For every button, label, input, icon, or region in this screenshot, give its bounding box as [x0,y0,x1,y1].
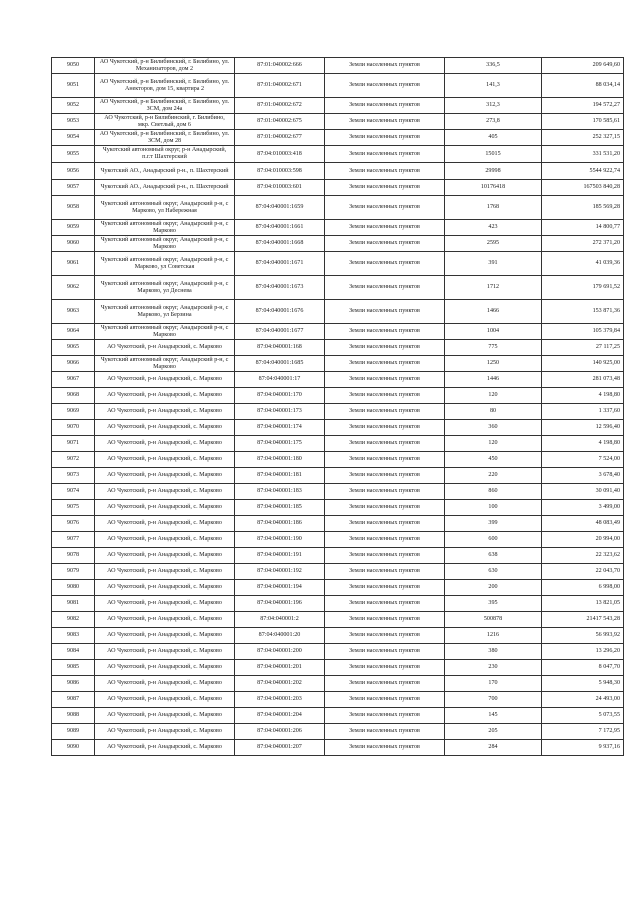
cadastral-value-cell: 5 948,30 [542,676,624,692]
area-cell: 273,8 [445,114,542,130]
address-cell: АО Чукотский, р-н Анадырский, с. Марково [95,468,235,484]
table-row [52,484,624,500]
address-cell: АО Чукотский, р-н Анадырский, с. Марково [95,388,235,404]
cadastral-value-cell: 170 585,61 [542,114,624,130]
cadastral-number-cell: 87:04:040001:202 [235,676,325,692]
address-cell: АО Чукотский, р-н Анадырский, с. Марково [95,580,235,596]
cadastral-value-cell: 7 524,00 [542,452,624,468]
cadastral-value-cell: 14 800,77 [542,220,624,236]
cadastral-value-cell: 41 039,36 [542,252,624,276]
address-cell: АО Чукотский, р-н Анадырский, с. Марково [95,740,235,756]
cadastral-value-cell: 5544 922,74 [542,163,624,180]
row-number: 9074 [52,484,95,500]
address-cell: АО Чукотский, р-н Билибинский, г. Билибино, ул. ЗСМ, дом 28 [95,130,235,146]
land-category-cell: Земли населенных пунктов [325,612,445,628]
cadastral-value-cell: 21417 543,28 [542,612,624,628]
cadastral-number-cell: 87:04:040001:190 [235,532,325,548]
document-page [51,57,624,756]
cadastral-number-cell: 87:01:040002:672 [235,98,325,114]
row-number: 9062 [52,276,95,300]
land-category-cell: Земли населенных пунктов [325,660,445,676]
table-row [52,516,624,532]
table-row [52,644,624,660]
area-cell: 170 [445,676,542,692]
land-category-cell: Земли населенных пунктов [325,236,445,252]
address-cell: АО Чукотский, р-н Анадырский, с. Марково [95,612,235,628]
cadastral-value-cell: 3 678,40 [542,468,624,484]
row-number: 9075 [52,500,95,516]
row-number: 9083 [52,628,95,644]
area-cell: 775 [445,340,542,356]
land-category-cell: Земли населенных пунктов [325,548,445,564]
row-number: 9081 [52,596,95,612]
cadastral-number-cell: 87:04:040001:194 [235,580,325,596]
table-row [52,372,624,388]
area-cell: 638 [445,548,542,564]
area-cell: 312,3 [445,98,542,114]
area-cell: 120 [445,388,542,404]
land-category-cell: Земли населенных пунктов [325,98,445,114]
area-cell: 1768 [445,196,542,220]
address-cell: Чукотский автономный округ, Анадырский р-н, с Марково, ул Набережная [95,196,235,220]
area-cell: 1250 [445,356,542,372]
cadastral-value-cell: 8 047,70 [542,660,624,676]
cadastral-value-cell: 6 998,00 [542,580,624,596]
land-category-cell: Земли населенных пунктов [325,500,445,516]
address-cell: АО Чукотский, р-н Анадырский, с. Марково [95,372,235,388]
address-cell: АО Чукотский, р-н Билибинский, г. Билибино, ул. Механизаторов, дом 2 [95,58,235,74]
row-number: 9059 [52,220,95,236]
row-number: 9080 [52,580,95,596]
area-cell: 500878 [445,612,542,628]
land-category-cell: Земли населенных пунктов [325,676,445,692]
cadastral-value-cell: 48 083,49 [542,516,624,532]
row-number: 9060 [52,236,95,252]
cadastral-value-cell: 331 531,20 [542,146,624,163]
land-category-cell: Земли населенных пунктов [325,388,445,404]
row-number: 9067 [52,372,95,388]
cadastral-value-cell: 194 572,27 [542,98,624,114]
row-number: 9070 [52,420,95,436]
row-number: 9055 [52,146,95,163]
land-category-cell: Земли населенных пунктов [325,252,445,276]
area-cell: 1216 [445,628,542,644]
land-category-cell: Земли населенных пунктов [325,196,445,220]
land-category-cell: Земли населенных пунктов [325,420,445,436]
cadastral-number-cell: 87:04:040001:203 [235,692,325,708]
cadastral-number-cell: 87:04:040001:1676 [235,300,325,324]
cadastral-number-cell: 87:04:040001:200 [235,644,325,660]
address-cell: АО Чукотский, р-н Билибинский, г. Билибино, мкр. Светлый, дом 6 [95,114,235,130]
table-row [52,580,624,596]
cadastral-number-cell: 87:04:040001:191 [235,548,325,564]
row-number: 9066 [52,356,95,372]
cadastral-number-cell: 87:04:040001:192 [235,564,325,580]
land-category-cell: Земли населенных пунктов [325,300,445,324]
land-category-cell: Земли населенных пунктов [325,276,445,300]
area-cell: 336,5 [445,58,542,74]
table-row [52,98,624,114]
cadastral-number-cell: 87:04:040001:20 [235,628,325,644]
table-row [52,612,624,628]
row-number: 9065 [52,340,95,356]
land-category-cell: Земли населенных пунктов [325,74,445,98]
area-cell: 145 [445,708,542,724]
land-category-cell: Земли населенных пунктов [325,220,445,236]
table-row [52,58,624,74]
land-category-cell: Земли населенных пунктов [325,163,445,180]
land-category-cell: Земли населенных пунктов [325,180,445,196]
row-number: 9056 [52,163,95,180]
table-row [52,420,624,436]
table-row [52,596,624,612]
table-row [52,676,624,692]
address-cell: Чукотский автономный округ, Анадырский р-н, с Марково, ул Берзина [95,300,235,324]
table-row [52,708,624,724]
row-number: 9076 [52,516,95,532]
table-row [52,500,624,516]
address-cell: Чукотский автономный округ, Анадырский р-н, с Марково [95,324,235,340]
address-cell: АО Чукотский, р-н Анадырский, с. Марково [95,516,235,532]
row-number: 9082 [52,612,95,628]
address-cell: АО Чукотский, р-н Анадырский, с. Марково [95,628,235,644]
cadastral-number-cell: 87:01:040002:666 [235,58,325,74]
row-number: 9068 [52,388,95,404]
area-cell: 700 [445,692,542,708]
cadastral-value-cell: 56 993,92 [542,628,624,644]
table-row [52,74,624,98]
cadastral-value-cell: 20 994,00 [542,532,624,548]
row-number: 9088 [52,708,95,724]
area-cell: 141,3 [445,74,542,98]
cadastral-number-cell: 87:04:040001:207 [235,740,325,756]
land-category-cell: Земли населенных пунктов [325,404,445,420]
area-cell: 600 [445,532,542,548]
address-cell: Чукотский автономный округ, Анадырский р-н, с Марково [95,356,235,372]
cadastral-number-cell: 87:04:040001:1677 [235,324,325,340]
row-number: 9063 [52,300,95,324]
cadastral-value-cell: 252 327,15 [542,130,624,146]
table-row [52,236,624,252]
table-row [52,220,624,236]
address-cell: АО Чукотский, р-н Анадырский, с. Марково [95,708,235,724]
cadastral-value-cell: 22 323,62 [542,548,624,564]
land-category-cell: Земли населенных пунктов [325,644,445,660]
area-cell: 450 [445,452,542,468]
land-category-cell: Земли населенных пунктов [325,340,445,356]
address-cell: Чукотский автономный округ, р-н Анадырский, п.г.т Шахтерский [95,146,235,163]
row-number: 9086 [52,676,95,692]
address-cell: АО Чукотский, р-н Анадырский, с. Марково [95,484,235,500]
address-cell: АО Чукотский, р-н Анадырский, с. Марково [95,676,235,692]
land-category-cell: Земли населенных пунктов [325,564,445,580]
table-row [52,300,624,324]
land-category-cell: Земли населенных пунктов [325,740,445,756]
address-cell: АО Чукотский, р-н Анадырский, с. Марково [95,548,235,564]
land-category-cell: Земли населенных пунктов [325,372,445,388]
row-number: 9072 [52,452,95,468]
cadastral-value-cell: 209 649,60 [542,58,624,74]
table-row [52,452,624,468]
area-cell: 230 [445,660,542,676]
cadastral-number-cell: 87:04:040001:173 [235,404,325,420]
cadastral-number-cell: 87:04:040001:1661 [235,220,325,236]
area-cell: 1712 [445,276,542,300]
area-cell: 15015 [445,146,542,163]
row-number: 9051 [52,74,95,98]
cadastral-number-cell: 87:04:040001:1668 [235,236,325,252]
land-category-cell: Земли населенных пунктов [325,484,445,500]
cadastral-value-cell: 22 043,70 [542,564,624,580]
table-row [52,180,624,196]
row-number: 9052 [52,98,95,114]
address-cell: АО Чукотский, р-н Анадырский, с. Марково [95,340,235,356]
table-row [52,356,624,372]
cadastral-number-cell: 87:01:040002:675 [235,114,325,130]
cadastral-number-cell: 87:04:040001:181 [235,468,325,484]
cadastral-number-cell: 87:04:040001:174 [235,420,325,436]
row-number: 9069 [52,404,95,420]
cadastral-value-cell: 167503 840,28 [542,180,624,196]
cadastral-value-cell: 4 198,80 [542,436,624,452]
address-cell: Чукотский автономный округ, Анадырский р-н, с Марково, ул Деснева [95,276,235,300]
cadastral-number-cell: 87:04:040001:204 [235,708,325,724]
area-cell: 860 [445,484,542,500]
row-number: 9087 [52,692,95,708]
cadastral-number-cell: 87:04:040001:175 [235,436,325,452]
area-cell: 630 [445,564,542,580]
address-cell: АО Чукотский, р-н Анадырский, с. Марково [95,644,235,660]
land-category-cell: Земли населенных пунктов [325,580,445,596]
cadastral-value-cell: 4 198,80 [542,388,624,404]
area-cell: 1446 [445,372,542,388]
land-category-cell: Земли населенных пунктов [325,468,445,484]
table-row [52,724,624,740]
area-cell: 10176418 [445,180,542,196]
cadastral-value-cell: 105 379,84 [542,324,624,340]
land-category-cell: Земли населенных пунктов [325,724,445,740]
cadastral-number-cell: 87:04:040001:183 [235,484,325,500]
table-row [52,163,624,180]
address-cell: АО Чукотский, р-н Анадырский, с. Марково [95,420,235,436]
cadastral-number-cell: 87:04:040001:180 [235,452,325,468]
address-cell: АО Чукотский, р-н Анадырский, с. Марково [95,452,235,468]
cadastral-number-cell: 87:04:010003:601 [235,180,325,196]
row-number: 9077 [52,532,95,548]
land-category-cell: Земли населенных пунктов [325,114,445,130]
row-number: 9064 [52,324,95,340]
cadastral-number-cell: 87:04:040001:170 [235,388,325,404]
area-cell: 1466 [445,300,542,324]
cadastral-number-cell: 87:04:040001:201 [235,660,325,676]
row-number: 9078 [52,548,95,564]
table-row [52,130,624,146]
table-row [52,564,624,580]
cadastral-number-cell: 87:04:040001:1685 [235,356,325,372]
table-row [52,628,624,644]
land-category-cell: Земли населенных пунктов [325,58,445,74]
address-cell: АО Чукотский, р-н Анадырский, с. Марково [95,564,235,580]
table-row [52,740,624,756]
table-row [52,340,624,356]
cadastral-value-cell: 9 937,16 [542,740,624,756]
cadastral-value-cell: 3 499,00 [542,500,624,516]
row-number: 9057 [52,180,95,196]
cadastral-number-cell: 87:04:040001:17 [235,372,325,388]
area-cell: 80 [445,404,542,420]
address-cell: АО Чукотский, р-н Анадырский, с. Марково [95,436,235,452]
table-row [52,324,624,340]
land-category-cell: Земли населенных пунктов [325,708,445,724]
area-cell: 2595 [445,236,542,252]
cadastral-number-cell: 87:04:040001:206 [235,724,325,740]
cadastral-value-cell: 88 034,14 [542,74,624,98]
table-body [52,58,624,756]
cadastral-number-cell: 87:04:040001:2 [235,612,325,628]
cadastral-number-cell: 87:01:040002:671 [235,74,325,98]
area-cell: 205 [445,724,542,740]
row-number: 9079 [52,564,95,580]
row-number: 9084 [52,644,95,660]
cadastral-value-cell: 12 596,40 [542,420,624,436]
land-category-cell: Земли населенных пунктов [325,356,445,372]
table-row [52,388,624,404]
table-row [52,660,624,676]
address-cell: АО Чукотский, р-н Анадырский, с. Марково [95,660,235,676]
cadastral-value-cell: 185 569,28 [542,196,624,220]
cadastral-value-cell: 24 493,00 [542,692,624,708]
address-cell: АО Чукотский, р-н Билибинский, г. Билибино, ул. ЗСМ, дом 24а [95,98,235,114]
cadastral-number-cell: 87:04:040001:196 [235,596,325,612]
cadastral-value-cell: 179 691,52 [542,276,624,300]
table-row [52,146,624,163]
land-category-cell: Земли населенных пунктов [325,436,445,452]
cadastral-value-cell: 13 821,05 [542,596,624,612]
land-category-cell: Земли населенных пунктов [325,324,445,340]
table-row [52,114,624,130]
row-number: 9053 [52,114,95,130]
area-cell: 391 [445,252,542,276]
row-number: 9085 [52,660,95,676]
cadastral-value-cell: 140 925,00 [542,356,624,372]
area-cell: 395 [445,596,542,612]
cadastral-value-cell: 1 337,60 [542,404,624,420]
cadastral-number-cell: 87:04:010003:418 [235,146,325,163]
table-row [52,404,624,420]
address-cell: АО Чукотский, р-н Анадырский, с. Марково [95,596,235,612]
address-cell: АО Чукотский, р-н Анадырский, с. Марково [95,532,235,548]
row-number: 9089 [52,724,95,740]
address-cell: АО Чукотский, р-н Анадырский, с. Марково [95,500,235,516]
row-number: 9061 [52,252,95,276]
area-cell: 1004 [445,324,542,340]
land-category-cell: Земли населенных пунктов [325,692,445,708]
area-cell: 120 [445,436,542,452]
address-cell: Чукотский автономный округ, Анадырский р-н, с Марково [95,236,235,252]
area-cell: 423 [445,220,542,236]
cadastral-value-cell: 27 117,25 [542,340,624,356]
area-cell: 405 [445,130,542,146]
table-row [52,692,624,708]
area-cell: 284 [445,740,542,756]
area-cell: 100 [445,500,542,516]
cadastral-value-cell: 30 091,40 [542,484,624,500]
row-number: 9071 [52,436,95,452]
row-number: 9090 [52,740,95,756]
land-category-cell: Земли населенных пунктов [325,146,445,163]
area-cell: 380 [445,644,542,660]
area-cell: 200 [445,580,542,596]
land-category-cell: Земли населенных пунктов [325,596,445,612]
address-cell: АО Чукотский, р-н Анадырский, с. Марково [95,724,235,740]
address-cell: Чукотский автономный округ, Анадырский р-н, с Марково, ул Советская [95,252,235,276]
table-row [52,468,624,484]
area-cell: 29998 [445,163,542,180]
cadastral-number-cell: 87:04:010003:598 [235,163,325,180]
address-cell: Чукотский автономный округ, Анадырский р-н, с Марково [95,220,235,236]
address-cell: АО Чукотский, р-н Билибинский, г. Билибино, ул. Анекторов, дом 15, квартира 2 [95,74,235,98]
table-row [52,436,624,452]
land-category-cell: Земли населенных пунктов [325,452,445,468]
cadastral-number-cell: 87:04:040001:186 [235,516,325,532]
row-number: 9050 [52,58,95,74]
cadastral-number-cell: 87:04:040001:1671 [235,252,325,276]
row-number: 9073 [52,468,95,484]
cadastral-value-cell: 5 073,55 [542,708,624,724]
table-row [52,532,624,548]
cadastral-number-cell: 87:01:040002:677 [235,130,325,146]
cadastral-value-cell: 281 073,48 [542,372,624,388]
land-registry-table [51,57,624,756]
cadastral-number-cell: 87:04:040001:1659 [235,196,325,220]
cadastral-value-cell: 13 296,20 [542,644,624,660]
cadastral-value-cell: 7 172,95 [542,724,624,740]
cadastral-number-cell: 87:04:040001:168 [235,340,325,356]
cadastral-number-cell: 87:04:040001:185 [235,500,325,516]
address-cell: АО Чукотский, р-н Анадырский, с. Марково [95,692,235,708]
cadastral-value-cell: 153 871,36 [542,300,624,324]
table-row [52,548,624,564]
area-cell: 399 [445,516,542,532]
address-cell: АО Чукотский, р-н Анадырский, с. Марково [95,404,235,420]
row-number: 9058 [52,196,95,220]
row-number: 9054 [52,130,95,146]
address-cell: Чукотский АО., Анадырский р-н., п. Шахтерский [95,180,235,196]
address-cell: Чукотский АО., Анадырский р-н., п. Шахтерский [95,163,235,180]
cadastral-number-cell: 87:04:040001:1673 [235,276,325,300]
land-category-cell: Земли населенных пунктов [325,130,445,146]
land-category-cell: Земли населенных пунктов [325,628,445,644]
table-row [52,252,624,276]
land-category-cell: Земли населенных пунктов [325,532,445,548]
land-category-cell: Земли населенных пунктов [325,516,445,532]
table-row [52,276,624,300]
table-row [52,196,624,220]
area-cell: 360 [445,420,542,436]
area-cell: 220 [445,468,542,484]
cadastral-value-cell: 272 371,20 [542,236,624,252]
